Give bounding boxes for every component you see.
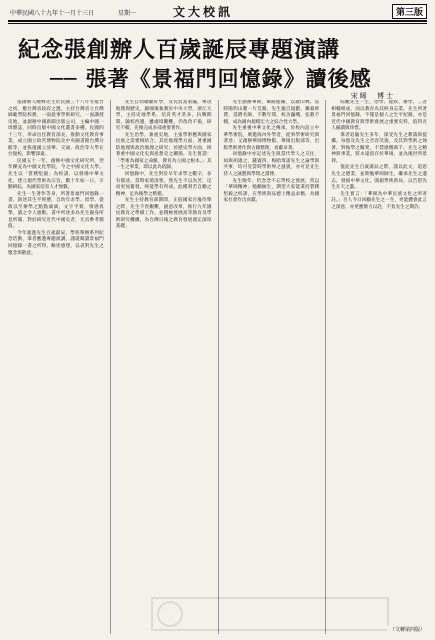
article-paragraph: 先生自幼聰穎好學，及長負笈東瀛，專攻地理與歷史，歸國後執教於中央大學、浙江大學，主持史地學系，培育英才甚多。抗戰期間，隨校西遷，雖處境艱難，仍孜孜不倦，研究不輟，先後完成多部重要著作。 [115,100,212,132]
article-paragraph: 先生創辦華岡，篳路藍縷，以啟山林。當時陽明山麓一片荒蕪，先生親自規劃，籌募經費，延聘名師，不數年間，校舍巍峨，弦歌不輟，成為國內規模宏大之綜合性大學。 [223,100,320,125]
article-title: 紀念張創辦人百歲誕辰專題演講 [18,38,341,63]
article-paragraph: 筆者追隨先生多年，深受先生之教誨與提攜。每憶及先生之音容笑貌，及其對學術之執著、對後學之關愛，不禁感慨萬千。先生之精神與事業，將永遠留存於華岡，並為後世所景仰。 [331,132,427,164]
issue-date: 中華民國八十九年十一月十三日 [10,10,95,17]
article-paragraph: 回憶錄中亦記述先生與當代學人之交往，如與胡適之、錢賓四、梅貽琦諸先生之論學與共事，均可見當時學術界之風貌，亦可見先生待人之誠懇與學問之淵博。 [223,152,320,178]
issue-weekday: 星期一 [118,10,137,17]
page-header [8,3,427,19]
article-paragraph: 先生一生著作等身，所著景福門回憶錄一書，敘述其生平經歷，自幼年求學、留學、從政以至辦學之點點滴滴，文字平實，情感真摯，讀之令人感動。書中所述多為先生親身所見所聞，對於研究近代中國史者，尤具參考價值。 [8,191,104,230]
continued-note: （文轉第四版） [387,626,425,633]
article-column [325,100,427,634]
article-paragraph: 先生重視中華文化之傳承，於校內設立中華學術院，廣邀海內外學者，從事學術研究與著述；又創辦華岡博物館、華岡出版部等，出版學術著作與古籍整理，貢獻卓著。 [223,126,320,151]
author-title: 博士 [377,92,395,100]
header-rule [8,20,427,22]
article-paragraph: 先生晚年，仍念念不忘學校之發展，常以「華岡精神」勉勵師生，期望大家能秉持質樸堅毅之校訓，在學術與品德上精益求精，為國家社會作出貢獻。 [223,178,320,204]
article-column [218,100,320,634]
article-paragraph: 張創辦人曉峰先生於民國三十八年冬抵台之初，應台灣省政府之邀，主持台灣省立台灣師範學院校務，一面從事學術研究，一面講授史地，並創辦中國新聞出版公司，主編中國一周雜誌，同時出版中國文化叢書多種。民國四十三年，奉命出任教育部長，推動文化教育事業，成立國立故宮博物院及中央圖書館台灣分館等，並恢復國立清華、交通、政治等大學在台復校，影響深遠。 [8,100,104,158]
article-paragraph: 先生主持教育部期間，正值國家百廢待舉之際，先生不畏艱難，銳意改革，推行九年國民教育之準備工作，並積極發展高等教育及學術研究機構，為台灣日後之教育發展奠定深厚基礎。 [115,198,212,230]
article-body [8,100,427,634]
edition-badge: 第三版 [392,4,427,19]
article-paragraph: 值此先生百歲誕辰之際，謹以此文，追思先生之德業，並期勉華岡師生，繼承先生之遺志，發揚中華文化，開創學術新局，以告慰先生在天之靈。 [331,165,427,191]
author-name: 宋晞 [350,92,369,100]
article-column [8,100,104,634]
article-column [110,100,212,634]
article-paragraph: 民國五十一年，創辦中國文化研究所，翌年擴充為中國文化學院，今之中國文化大學。先生以「質樸堅毅」為校訓，以發揚中華文化、建立現代學術為宗旨，數十年如一日，辛勤耕耘，為國家培育人才無數。 [8,158,104,191]
article-paragraph: 先生治學，兼重史地，主張學術應與國家民族之需要相結合。其於地理學方面，著重國防地理與政治地理之研究；於歷史學方面，則著重中國文化史與思想史之闡揚。先生嘗謂：「學術為國家之命脈，教育為立國之根本。」其一生之事業，即以此為依歸。 [115,132,212,171]
article-subtitle: ── 張著《景福門回憶錄》讀後感 [50,67,372,91]
university-watermark [150,596,390,632]
article-paragraph: 先生嘗言：「華岡為中華民族文化之所寄託。」吾人今日回顧先生之一生，更能體會此言之深意，亦更應戮力以赴，不負先生之期許。 [331,191,427,210]
article-paragraph: 綜觀先生一生，治學、從政、辦學，三者相輔相成，而以教育為其終身志業。先生所著景福門回憶錄，不僅是個人之生平紀錄，亦是近代中國教育與學術發展之重要史料，值得吾人細讀與珍惜。 [331,100,427,132]
header-rule-thin [8,23,427,24]
article-paragraph: 今年適逢先生百歲誕辰，學校舉辦系列紀念活動，筆者應邀專題演講，謹就閱讀景福門回憶錄一書之所得，略述感想，以表對先生之懷念與敬意。 [8,230,104,256]
newspaper-masthead: 文大校訊 [173,5,234,19]
article-paragraph: 回憶錄中，先生對於早年求學之艱辛，多有描述。當時家境清寒，然先生不以為苦，反而更加奮發，終能學有所成。此種刻苦自勵之精神，足為後學之楷模。 [115,172,212,197]
